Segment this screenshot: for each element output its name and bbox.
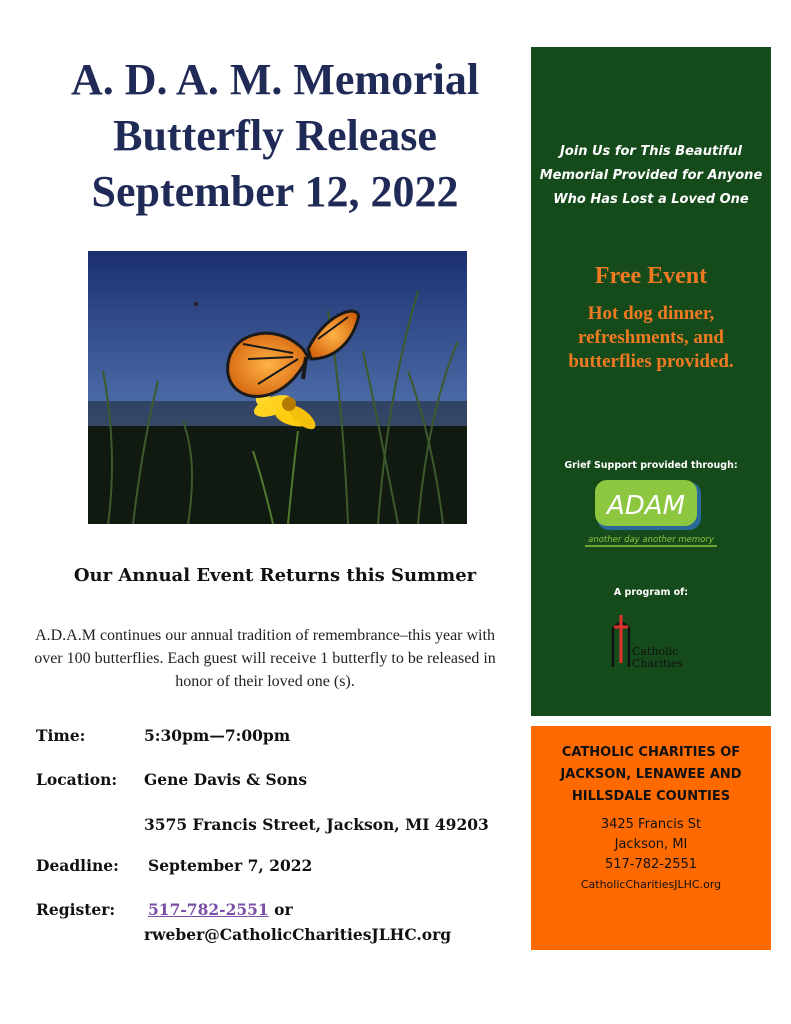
page-title [40,52,510,220]
title-line-3: September 12, 2022 [91,167,459,216]
org-name: CATHOLIC CHARITIES OF JACKSON, LENAWEE AND HILLSDALE COUNTIES [560,745,742,804]
deadline-label: Deadline: [36,856,119,875]
sidebar-invite: Join Us for This Beautiful Memorial Provided for Anyone Who Has Lost a Loved One [539,144,763,207]
org-phone: 517-782-2551 [604,857,698,872]
program-of-label: A program of: [613,587,689,598]
deadline-value: September 7, 2022 [148,856,313,875]
title-line-2: Butterfly Release [113,111,437,160]
register-label: Register: [36,900,116,919]
time-value: 5:30pm—7:00pm [144,726,291,745]
register-or: or [274,900,293,919]
title-line-1: A. D. A. M. Memorial [70,55,480,104]
time-label: Time: [36,726,86,745]
location-label: Location: [36,770,118,789]
adam-logo-tagline: another day another memory [588,535,714,545]
org-website: CatholicCharitiesJLHC.org [580,878,722,891]
section-heading: Our Annual Event Returns this Summer [73,565,477,586]
free-event-body: Hot dog dinner, refreshments, and butterflies provided. [568,303,734,372]
cc-logo-line2: Charities [632,657,683,670]
sidebar-panel [531,47,771,716]
butterfly-photo [88,251,467,524]
butterfly-photo-image [88,251,467,524]
section-body: A.D.A.M continues our annual tradition of remembrance–this year with over 100 butterflies. Each guest will receive 1 butterfly to be released in honor of their loved one (s). [34,627,496,690]
register-email: rweber@CatholicCharitiesJLHC.org [144,925,452,944]
register-phone-link[interactable]: 517-782-2551 [148,900,269,919]
address-value: 3575 Francis Street, Jackson, MI 49203 [144,815,489,834]
org-city: Jackson, MI [614,837,688,852]
contact-panel [531,726,771,950]
location-value: Gene Davis & Sons [144,770,308,789]
adam-logo-text: ADAM [606,491,686,521]
free-event-title: Free Event [594,263,708,289]
org-street: 3425 Francis St [600,817,702,832]
adam-logo [581,480,721,550]
org-address [531,815,771,875]
catholic-charities-logo [607,607,697,677]
grief-support-label: Grief Support provided through: [564,460,738,471]
cc-logo-line1: Catholic [632,645,679,658]
